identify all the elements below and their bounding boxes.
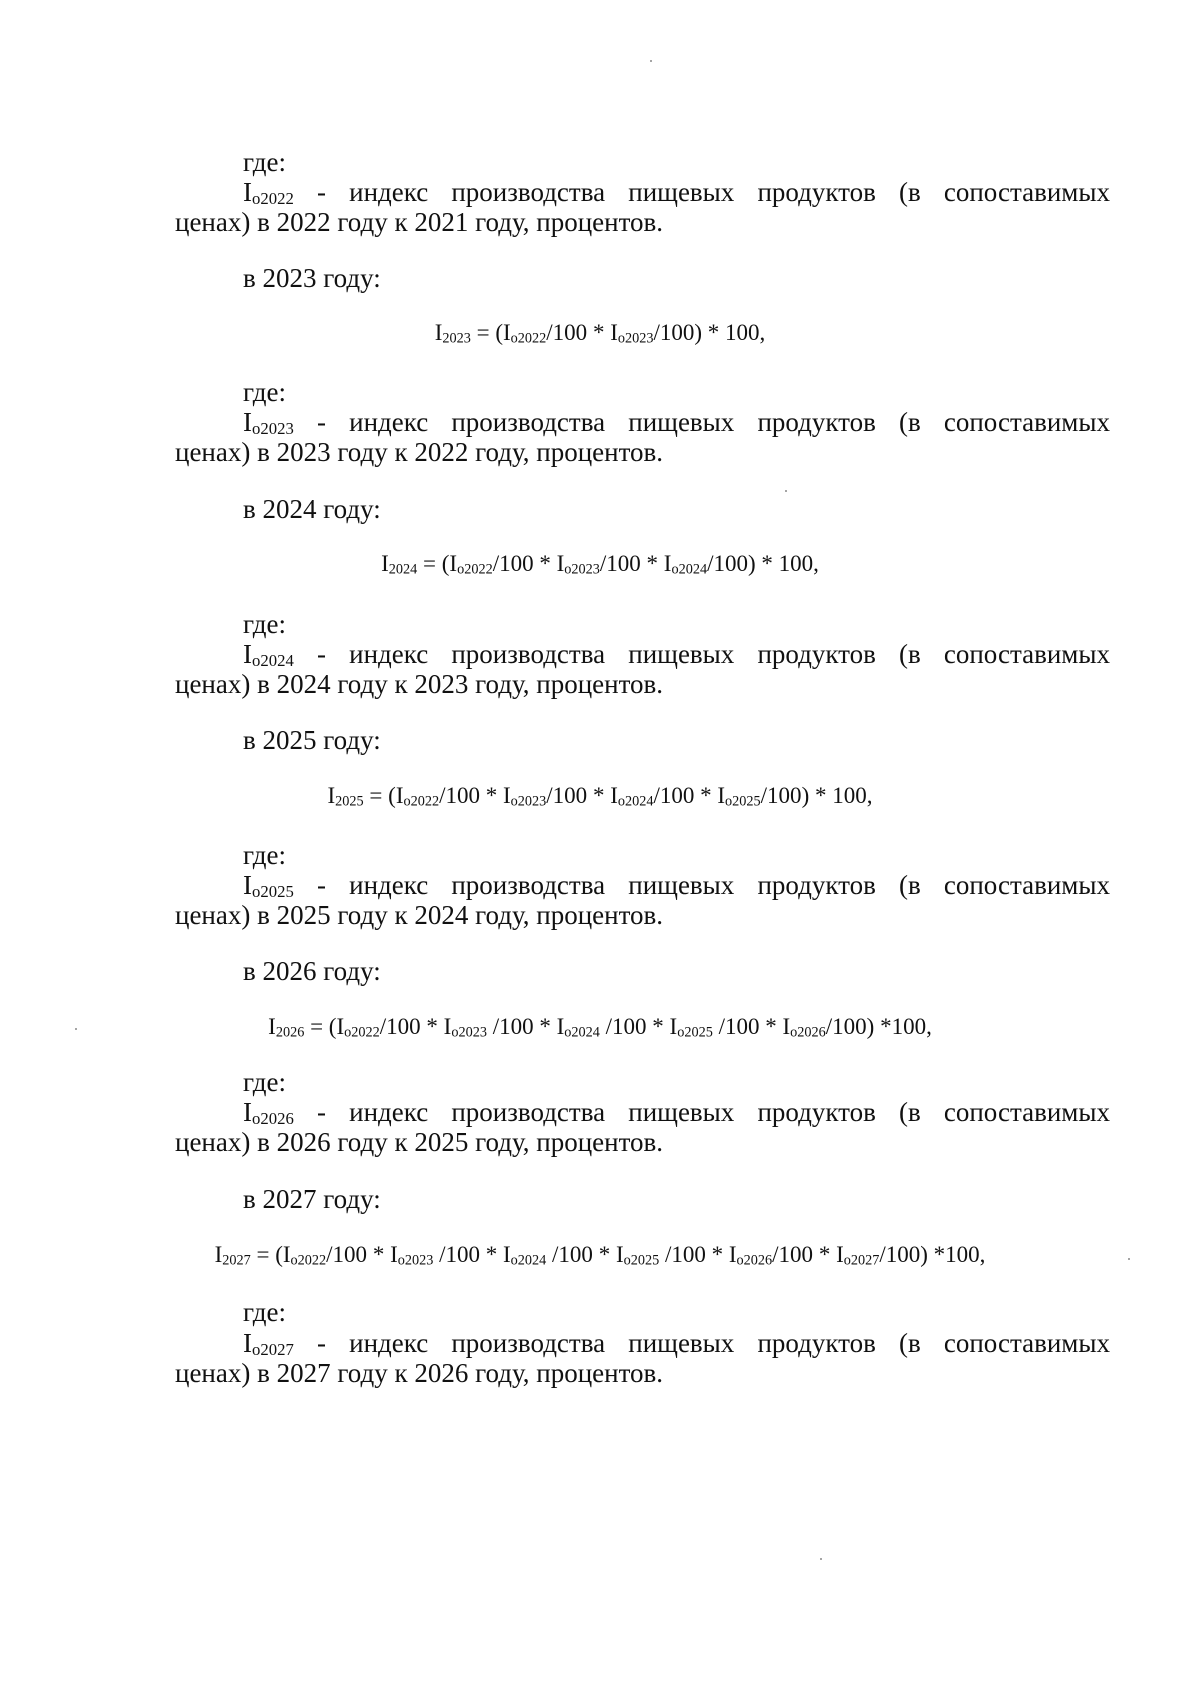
formula-equals: = ( bbox=[470, 320, 503, 345]
formula-times: * bbox=[694, 783, 718, 808]
formula-term-symbol: I bbox=[282, 1242, 291, 1267]
formula-lhs-year: 2027 bbox=[222, 1252, 251, 1269]
formula-term-symbol: I bbox=[503, 1242, 511, 1267]
formula-divisor: /100 bbox=[486, 1014, 534, 1039]
formula-divisor: /100 bbox=[707, 551, 748, 576]
formula-term-symbol: I bbox=[336, 1014, 345, 1039]
formula-term-subscript: o2025 bbox=[725, 793, 761, 810]
formula-term-symbol: I bbox=[610, 783, 618, 808]
where-label: где: bbox=[243, 147, 286, 177]
formula-lhs-year: 2023 bbox=[442, 330, 471, 347]
formula-divisor: /100 bbox=[653, 320, 695, 345]
formula-times: * bbox=[813, 1242, 837, 1267]
formula-times: * bbox=[640, 551, 664, 576]
formula-term-symbol: I bbox=[610, 320, 618, 345]
definition-continuation: ценах) в 2022 году к 2021 году, процентов. bbox=[175, 207, 664, 237]
definition-line: Io2024 - индекс производства пищевых продуктов (в сопоставимых bbox=[243, 639, 1111, 670]
formula-divisor: /100 bbox=[326, 1242, 368, 1267]
scan-speck bbox=[820, 1558, 822, 1560]
formula-times: * bbox=[533, 551, 557, 576]
year-heading: в 2023 году: bbox=[243, 263, 381, 293]
formula-tail: ) * 100, bbox=[694, 320, 766, 345]
formula-divisor: /100 bbox=[653, 783, 695, 808]
definition-continuation: ценах) в 2026 году к 2025 году, процентов. bbox=[175, 1127, 664, 1157]
formula-divisor: /100 bbox=[492, 551, 534, 576]
formula-equals: = ( bbox=[304, 1014, 337, 1039]
formula-term-subscript: o2025 bbox=[677, 1024, 713, 1041]
formula-lhs-year: 2024 bbox=[388, 561, 418, 578]
formula-term-symbol: I bbox=[782, 1014, 791, 1039]
scan-speck bbox=[785, 490, 787, 492]
formula-divisor: /100 bbox=[546, 320, 588, 345]
year-heading: в 2026 году: bbox=[243, 956, 381, 986]
formula bbox=[0, 549, 1200, 579]
definition-continuation: ценах) в 2024 году к 2023 году, процентов. bbox=[175, 669, 664, 699]
formula-term-subscript: o2023 bbox=[397, 1252, 434, 1269]
formula bbox=[0, 318, 1200, 348]
scan-speck bbox=[75, 1028, 77, 1030]
formula-term-symbol: I bbox=[669, 1014, 678, 1039]
where-label: где: bbox=[243, 377, 286, 407]
formula-times: * bbox=[367, 1242, 391, 1267]
formula-equals: = ( bbox=[363, 783, 396, 808]
definition-continuation: ценах) в 2027 году к 2026 году, процентов. bbox=[175, 1358, 664, 1388]
definition-continuation: ценах) в 2023 году к 2022 году, процентов. bbox=[175, 437, 664, 467]
formula-times: * bbox=[759, 1014, 783, 1039]
scan-speck bbox=[1128, 1258, 1130, 1260]
formula-term-symbol: I bbox=[390, 1242, 398, 1267]
formula-times: * bbox=[592, 1242, 616, 1267]
formula-divisor: /100 bbox=[439, 783, 480, 808]
where-label: где: bbox=[243, 840, 286, 870]
where-label: где: bbox=[243, 1067, 286, 1097]
formula-times: * bbox=[480, 1242, 503, 1267]
formula-divisor: /100 bbox=[546, 1242, 593, 1267]
formula-term-subscript: o2024 bbox=[510, 1252, 547, 1269]
formula-times: * bbox=[587, 783, 611, 808]
definition-text: - индекс производства пищевых продуктов (в сопоставимых bbox=[317, 177, 1111, 207]
formula-term-symbol: I bbox=[663, 551, 672, 576]
formula-term-subscript: o2023 bbox=[510, 793, 547, 810]
formula-term-subscript: o2024 bbox=[671, 561, 708, 578]
year-heading: в 2025 году: bbox=[243, 725, 381, 755]
formula-divisor: /100 bbox=[659, 1242, 706, 1267]
formula-equals: = ( bbox=[250, 1242, 283, 1267]
formula-lhs-symbol: I bbox=[214, 1242, 223, 1267]
formula-divisor: /100 bbox=[599, 551, 641, 576]
formula-term-symbol: I bbox=[503, 320, 511, 345]
definition-line bbox=[243, 176, 1110, 208]
formula-lhs-symbol: I bbox=[327, 783, 336, 808]
formula-term-subscript: o2022 bbox=[344, 1024, 380, 1041]
definition-line: Io2026 - индекс производства пищевых продуктов (в сопоставимых bbox=[243, 1097, 1111, 1128]
formula-lhs-symbol: I bbox=[434, 320, 443, 345]
formula-term-subscript: o2022 bbox=[510, 330, 547, 347]
formula-term-subscript: o2027 bbox=[843, 1252, 880, 1269]
formula-times: * bbox=[533, 1014, 557, 1039]
formula-term-subscript: o2022 bbox=[457, 561, 493, 578]
formula-term-subscript: o2024 bbox=[617, 793, 654, 810]
formula-times: * bbox=[646, 1014, 670, 1039]
definition-line: Io2027 - индекс производства пищевых продуктов (в сопоставимых bbox=[243, 1328, 1111, 1359]
formula-lhs-year: 2026 bbox=[275, 1024, 305, 1041]
formula bbox=[0, 781, 1200, 811]
where-label: где: bbox=[243, 609, 286, 639]
formula-divisor: /100 bbox=[599, 1014, 647, 1039]
formula-term-symbol: I bbox=[556, 1014, 565, 1039]
formula-tail: ) * 100, bbox=[747, 551, 819, 576]
formula-tail: ) * 100, bbox=[801, 783, 873, 808]
year-heading: в 2024 году: bbox=[243, 494, 381, 524]
year-heading: в 2027 году: bbox=[243, 1184, 381, 1214]
formula-term-symbol: I bbox=[503, 783, 511, 808]
formula-lhs-symbol: I bbox=[381, 551, 389, 576]
formula bbox=[0, 1240, 1200, 1270]
formula-term-subscript: o2023 bbox=[564, 561, 600, 578]
formula-term-symbol: I bbox=[443, 1014, 452, 1039]
formula-term-symbol: I bbox=[615, 1242, 624, 1267]
formula-tail: ) *100, bbox=[866, 1014, 932, 1039]
formula-lhs-year: 2025 bbox=[335, 793, 364, 810]
index-symbol: I bbox=[243, 177, 252, 207]
where-label: где: bbox=[243, 1297, 286, 1327]
formula-term-symbol: I bbox=[836, 1242, 844, 1267]
formula-times: * bbox=[480, 783, 503, 808]
formula-term-subscript: o2024 bbox=[564, 1024, 600, 1041]
formula-equals: = ( bbox=[417, 551, 450, 576]
formula-times: * bbox=[420, 1014, 444, 1039]
formula-divisor: /100 bbox=[433, 1242, 480, 1267]
formula-divisor: /100 bbox=[760, 783, 802, 808]
formula-times: * bbox=[705, 1242, 729, 1267]
formula-divisor: /100 bbox=[546, 783, 588, 808]
formula-term-subscript: o2026 bbox=[736, 1252, 773, 1269]
definition-line: Io2023 - индекс производства пищевых продуктов (в сопоставимых bbox=[243, 407, 1111, 438]
formula bbox=[0, 1012, 1200, 1042]
definition-continuation: ценах) в 2025 году к 2024 году, процентов. bbox=[175, 900, 664, 930]
formula-term-symbol: I bbox=[717, 783, 726, 808]
formula-divisor: /100 bbox=[825, 1014, 867, 1039]
formula-term-symbol: I bbox=[449, 551, 458, 576]
formula-divisor: /100 bbox=[712, 1014, 760, 1039]
formula-term-subscript: o2023 bbox=[617, 330, 654, 347]
formula-divisor: /100 bbox=[879, 1242, 921, 1267]
formula-divisor: /100 bbox=[379, 1014, 421, 1039]
formula-times: * bbox=[587, 320, 611, 345]
formula-term-symbol: I bbox=[728, 1242, 737, 1267]
formula-term-symbol: I bbox=[395, 783, 404, 808]
scan-speck bbox=[650, 60, 652, 62]
formula-term-subscript: o2022 bbox=[403, 793, 440, 810]
formula-divisor: /100 bbox=[772, 1242, 814, 1267]
formula-term-subscript: o2022 bbox=[290, 1252, 327, 1269]
formula-term-subscript: o2025 bbox=[623, 1252, 660, 1269]
formula-term-symbol: I bbox=[556, 551, 565, 576]
formula-lhs-symbol: I bbox=[268, 1014, 276, 1039]
formula-term-subscript: o2026 bbox=[790, 1024, 826, 1041]
definition-line: Io2025 - индекс производства пищевых продуктов (в сопоставимых bbox=[243, 870, 1111, 901]
index-subscript: o2022 bbox=[252, 189, 294, 208]
formula-tail: ) *100, bbox=[920, 1242, 986, 1267]
formula-term-subscript: o2023 bbox=[451, 1024, 487, 1041]
